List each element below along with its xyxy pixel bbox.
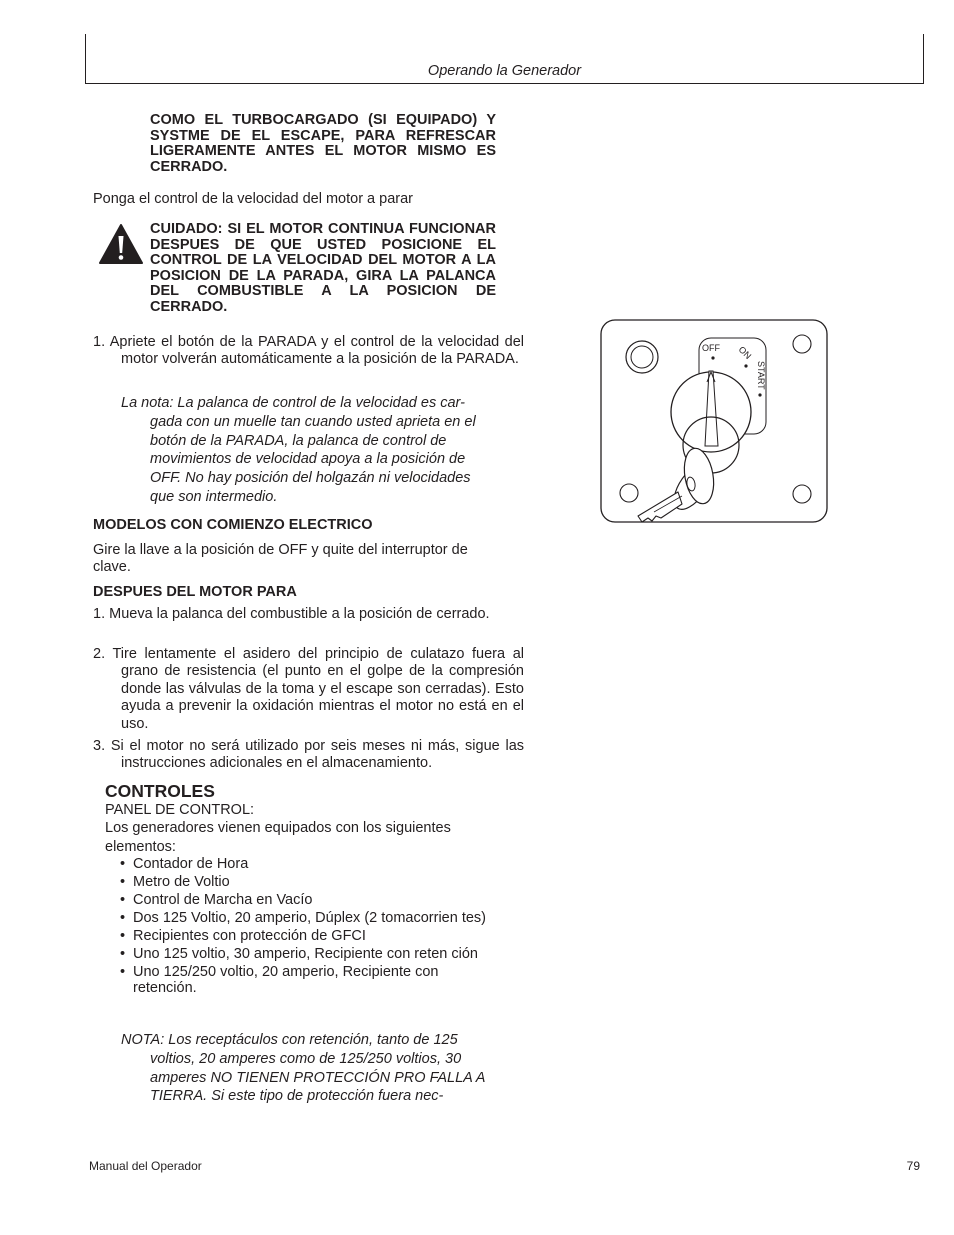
step-1-text: Apriete el botón de la PARADA y el control de la velocidad del motor volverán automáticamente a la posición de la PARADA.: [109, 334, 525, 368]
after-stop-heading: DESPUES DEL MOTOR PARA: [93, 584, 297, 600]
list-item: • Metro de Voltio: [120, 875, 500, 891]
list-item: • Uno 125/250 voltio, 20 amperio, Recipiente con retención.: [120, 965, 500, 996]
note-speed-lever: La nota: La palanca de control de la velocidad es car-gada con un muelle tan cuando usted aprieta en el botón de la PARADA, la palanca de control de movimientos de velocidad apoya a la posición de OFF. No hay posición del holgazán ni velocidades que son intermedio.: [121, 395, 476, 505]
after-step-3: [93, 738, 524, 773]
list-item: • Control de Marcha en Vacío: [120, 893, 500, 909]
list-item: • Dos 125 Voltio, 20 amperio, Dúplex (2 tomacorrien tes): [120, 911, 500, 927]
controls-list: [120, 857, 500, 999]
step-1: [93, 334, 524, 369]
after-step-text: Mueva la palanca del combustible a la posición de cerrado.: [109, 606, 490, 622]
start-label: START: [756, 361, 766, 390]
page-header-title: Operando la Generador: [427, 63, 582, 79]
after-step-text: Tire lentamente el asidero del principio de culatazo fuera al grano de resistencia (el punto en el golpe de la compresión donde las válvulas de la toma y el escape son cerradas). Esto ayuda a prevenir la oxidación mientras el motor no está en el uso.: [112, 646, 524, 732]
electric-paragraph: Gire la llave a la posición de OFF y quite del interruptor de clave.: [93, 542, 468, 576]
after-step-1: [93, 606, 524, 623]
control-panel-subtitle: PANEL DE CONTROL:: [105, 802, 255, 818]
electric-heading: MODELOS CON COMIENZO ELECTRICO: [93, 517, 373, 533]
set-speed-paragraph: Ponga el control de la velocidad del motor a parar: [93, 191, 413, 207]
footer-page-number: 79: [906, 1159, 920, 1173]
list-item: • Recipientes con protección de GFCI: [120, 929, 500, 945]
after-step-number: 3.: [93, 738, 106, 754]
intro-bold-paragraph: COMO EL TURBOCARGADO (SI EQUIPADO) Y SYSTME DE EL ESCAPE, PARA REFRESCAR LIGERAMENTE ANTES EL MOTOR MISMO ES CERRADO.: [150, 112, 496, 175]
after-step-number: 2.: [93, 646, 106, 662]
footer-manual-title: Manual del Operador: [89, 1159, 202, 1173]
warning-icon: [98, 223, 144, 265]
controles-intro: Los generadores vienen equipados con los siguientes elementos:: [105, 820, 451, 855]
on-label: ON: [736, 344, 754, 361]
caution-paragraph: CUIDADO: SI EL MOTOR CONTINUA FUNCIONAR DESPUES DE QUE USTED POSICIONE EL CONTROL DE LA VELOCIDAD DEL MOTOR A LA POSICION DE LA PARADA, GIRA LA PALANCA DEL COMBUSTIBLE A LA POSICION DE CERRADO.: [150, 221, 496, 315]
off-label: OFF: [702, 343, 720, 353]
after-step-2: [93, 646, 524, 733]
list-item: • Contador de Hora: [120, 857, 500, 873]
step-1-number: 1.: [93, 334, 106, 350]
list-item: • Uno 125 voltio, 30 amperio, Recipiente con reten ción: [120, 947, 500, 963]
controles-heading: CONTROLES: [105, 781, 215, 801]
page-header-frame: [85, 34, 924, 84]
after-step-text: Si el motor no será utilizado por seis meses ni más, sigue las instrucciones adicionales en el almacenamiento.: [110, 738, 525, 772]
note-receptacles: NOTA: Los receptáculos con retención, tanto de 125 voltios, 20 amperes como de 125/250 voltios, 30 amperes NO TIENEN PROTECCIÓN PRO FALLA A TIERRA. Si este tipo de protección fuera nec-: [121, 1032, 485, 1105]
after-step-number: 1.: [93, 606, 106, 622]
key-switch-panel-figure: [598, 316, 830, 526]
